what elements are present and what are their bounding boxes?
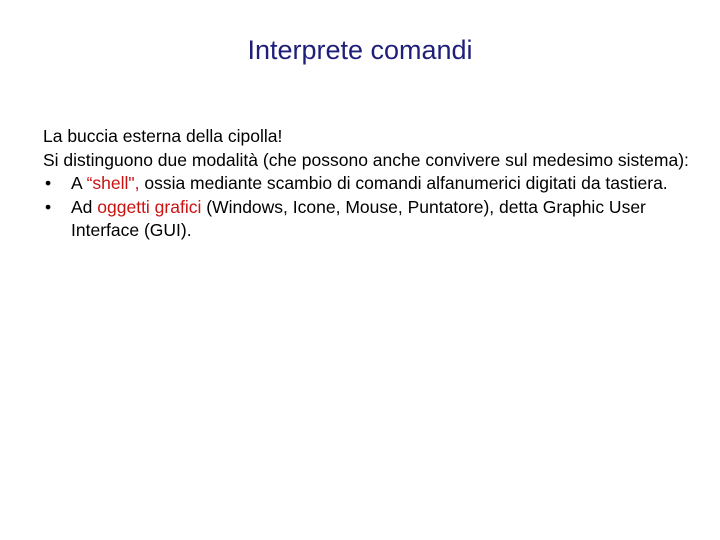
bullet-icon: •: [45, 196, 52, 217]
slide-title: Interprete comandi: [247, 35, 473, 65]
intro-line-2: Si distinguono due modalità (che possono anche convivere sul medesimo sistema):: [43, 149, 689, 170]
bullet-text-before: Ad: [71, 196, 98, 217]
bullet-text-before: A: [71, 173, 87, 193]
bullet-highlight-shell: “shell",: [86, 173, 140, 193]
bullet-text-after: (Windows, Icone, Mouse, Puntatore), detta Graphic User Interface (GUI).: [71, 196, 646, 240]
intro-line-1: La buccia esterna della cipolla!: [43, 126, 283, 146]
slide-body: [43, 125, 693, 243]
bullet-item-shell: [43, 172, 693, 196]
bullet-item-gui: [43, 196, 693, 243]
bullet-highlight-gui: oggetti grafici: [97, 196, 202, 217]
bullet-icon: •: [45, 173, 52, 193]
bullet-text-after: ossia mediante scambio di comandi alfanumerici digitati da tastiera.: [139, 173, 668, 193]
